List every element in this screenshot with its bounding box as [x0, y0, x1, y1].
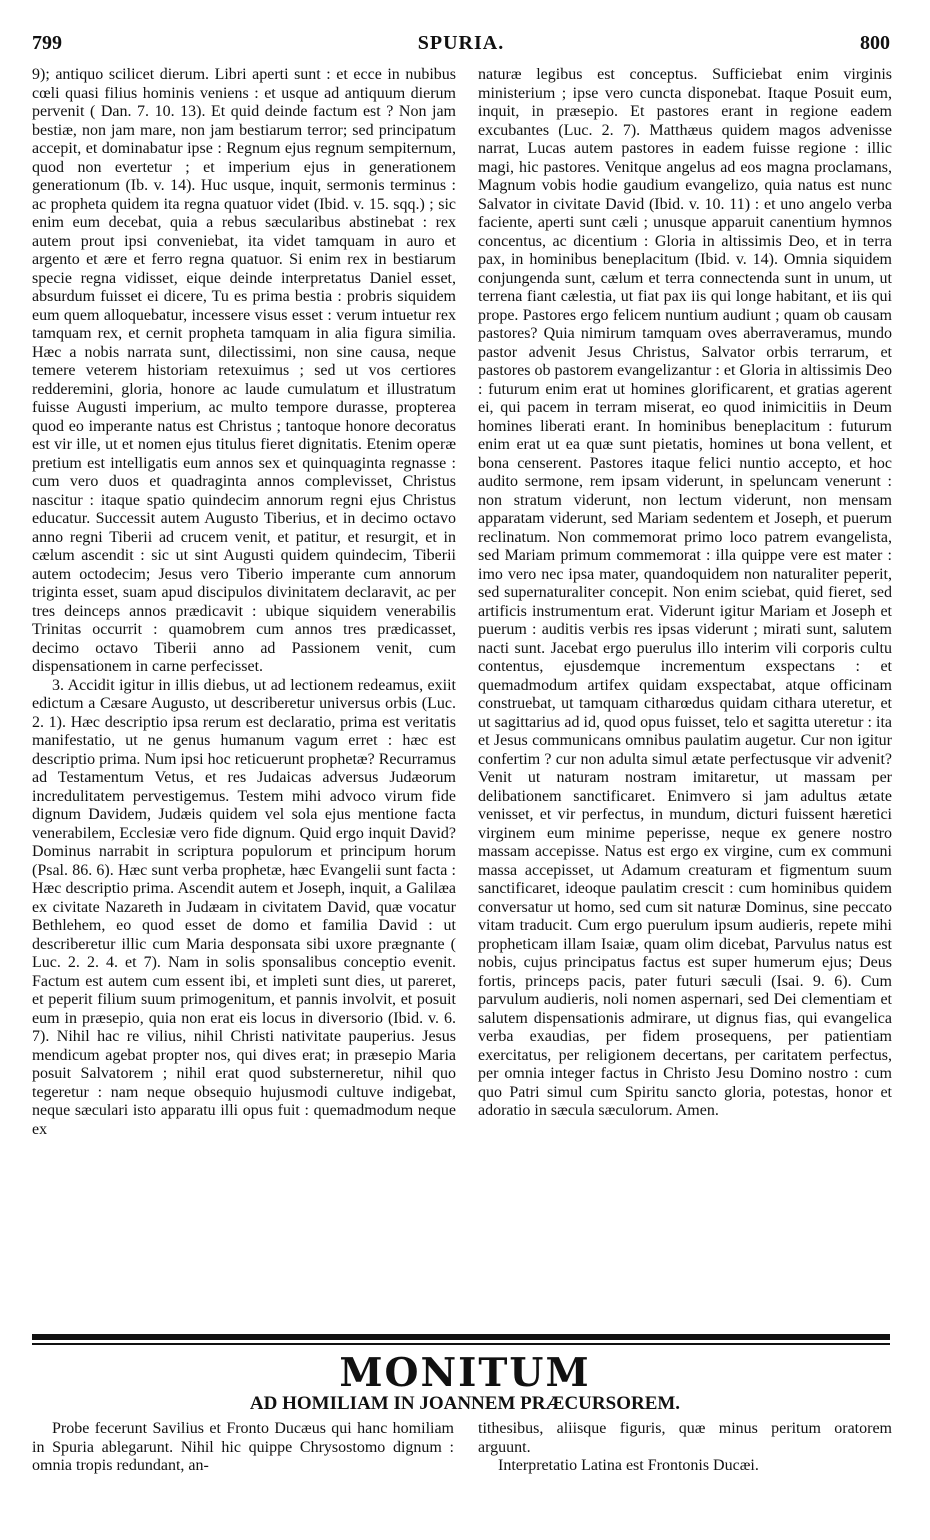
right-column-number: 800	[860, 32, 890, 54]
monitum-right-text: tithesibus, aliisque figuris, quæ minus peritum oratorem arguunt.	[478, 1420, 892, 1456]
monitum-right-column	[478, 1420, 892, 1476]
section-rule-thick	[32, 1334, 890, 1340]
left-column-number: 799	[32, 32, 62, 54]
monitum-subtitle: AD HOMILIAM IN JOANNEM PRÆCURSOREM.	[249, 1393, 681, 1414]
monitum-left-text: Probe fecerunt Savilius et Fronto Ducæus qui hanc homiliam in Spuria ablegarunt. Nihil hic quippe Chrysostomo dignum : omnia tropis redundant, an-	[32, 1420, 454, 1474]
right-text-column	[478, 66, 892, 1328]
left-text-column	[32, 66, 456, 1328]
monitum-interpretation-note: Interpretatio Latina est Frontonis Ducæi.	[498, 1457, 759, 1474]
paragraph-continuation: 9); antiquo scilicet dierum. Libri aperti sunt : et ecce in nubibus cœli quasi filius hominis veniens : et usque ad antiquum dierum pervenit ( Dan. 7. 10. 13). Et quid deinde factum est ? Non jam bestiæ, non jam mare, non jam bestiarum terror; sed principatum accepit, et dominabatur ipse : Regnum ejus regnum sempiternum, quod non evertetur ; et imperium ejus in generationem generationum (Ib. v. 14). Huc usque, inquit, sermonis terminus : ac propheta quidem ita regna quatuor videt (Ibid. v. 15. sqq.) ; sic enim eum decebat, quia a rebus sæcularibus abstinebat : rex autem prout ipsi conveniebat, ita videt tamquam in auro et argento et ære et ferro regna quatuor. Si enim rex in bestiarum specie regna vidisset, eique deinde interpretatus Daniel esset, absurdum fuisset ei dicere, Tu es prima bestia : probris siquidem eum quem alloquebatur, incessere visus esset : verum intuetur rex tamquam rex, et cernit propheta tamquam in alia figura similia. Hæc a nobis narrata sunt, dilectissimi, non sine causa, neque temere veterem historiam retexuimus ; sed ut vos certiores redderemini, gloria, honore ac laude cumulatum et illustratum fuisse Augusti imperium, ac multo tempore durasse, propterea quod eo imperante natus est Christus ; tantoque honore decoratus est vir ille, ut et nomen ejus titulus fieret dignitatis. Etenim operæ pretium est intelligatis eum annos sex et quinquaginta regnasse : cum vero duos et quadraginta annos complevisset, Christus nascitur : itaque spatio quindecim annorum regni ejus Christus educatur. Successit autem Augusto Tiberius, et in decimo octavo anno regni Tiberii ad crucem venit, et patitur, et resurgit, et in cælum ascendit : sic ut sint Augusti quidem quindecim, Tiberii autem octodecim; Jesus vero Tiberio imperante cum annorum triginta esset, suam apud discipulos divinitatem declaravit, ac per tres deinceps annos prædicavit : ubique siquidem venerabilis Trinitas occurrit : quamobrem cum annos tres prædicasset, decimo octavo Tiberii anno ad Passionem venit, cum dispensationem in carne perfecisset.	[32, 66, 456, 675]
section-rule-thin	[32, 1343, 890, 1345]
monitum-heading: MONITUM	[339, 1350, 591, 1396]
running-title: SPURIA.	[417, 32, 505, 54]
paragraph-3: 3. Accidit igitur in illis diebus, ut ad lectionem redeamus, exiit edictum a Cæsare Augusto, ut describeretur universus orbis (Luc. 2. 1). Hæc descriptio ipsa rerum est declaratio, prima est veritatis manifestatio, ut ne genus humanum vagum erret : hæc est descriptio prima. Num ipsi hoc reticuerunt prophetæ? Recurramus ad Testamentum Vetus, et res Judaicas adversus Judæorum incredulitatem pervestigemus. Testem mihi advoco virum fide dignum Davidem, Judæis quidem vel sola ejus mentione facta venerabilem, Ecclesiæ vero fide dignum. Quid ergo inquit David? Dominus narrabit in scriptura populorum et principum horum (Psal. 86. 6). Hæc sunt verba prophetæ, hæc Evangelii sunt facta : Hæc descriptio prima. Ascendit autem et Joseph, inquit, a Galilæa ex civitate Nazareth in Judæam in civitatem David, quæ vocatur Bethlehem, eo quod esset de domo et familia David : ut describeretur illic cum Maria desponsata sibi uxore prægnante ( Luc. 2. 2. 4. et 7). Nam in solis sponsalibus conceptio evenit. Factum est autem cum essent ibi, et impleti sunt dies, ut pareret, et peperit filium suum primogenitum, et pannis involvit, et posuit eum in præsepio, quia non erat eis locus in diversorio (Ibid. v. 6. 7). Nihil hac re vilius, nihil Christi nativitate pauperius. Jesus mendicum agebat propter nos, qui dives erat; in præsepio Maria posuit Salvatorem ; nihil erat quod substerneretur, nihil quo tegeretur : nam neque obsequio hujusmodi cultuve indigebat, neque sæculari isto apparatu illi opus fuit : quemadmodum neque ex	[32, 676, 456, 1138]
paragraph-right: naturæ legibus est conceptus. Sufficiebat enim virginis ministerium ; ipse vero cuncta disponebat. Itaque Posuit eum, inquit, in præsepio. Et pastores erant in regione eadem excubantes (Luc. 2. 7). Matthæus quidem magos advenisse narrat, Lucas autem pastores in eadem fuisse regione : illic magi, hic pastores. Venitque angelus ad eos magna proclamans, Magnum vobis hodie gaudium evangelizo, quia natus est nunc Salvator in civitate David (Ibid. v. 10. 11) : et uno angelo verba faciente, aperti sunt cæli ; unusque apparuit canentium hymnos concentus, ac dicentium : Gloria in altissimis Deo, et in terra pax, in hominibus beneplacitum (Ibid. v. 14). Omnia siquidem conjungenda sunt, cælum et terra connectenda sunt in unum, ut terrena fiant cælestia, ut fiat pax iis qui longe habitant, et iis qui prope. Pastores ergo felicem nuntium audiunt ; quam ob causam pastores? Quia nimirum tamquam oves aberraveramus, mundo pastor advenit Jesus Christus, Salvator orbis terrarum, et pastores ob pastorem evangelizantur : et Gloria in altissimis Deo : futurum enim erat ut homines glorificarent, et gratias agerent ei, qui pacem in terram miserat, eo quod inimicitiis in Deum homines liberati erant. In hominibus beneplacitum : futurum enim erat ut ea quæ sunt pietatis, homines ut bona vellent, et bona censerent. Pastores itaque felici nuntio accepto, et hoc audito sermone, rem ipsam viderunt, in speluncam venerunt : non stratum viderunt, non lectum viderunt, non mensam apparatam viderunt, sed Mariam sedentem et Joseph, et puerum reclinatum. Non commemorat primo loco patrem evangelista, sed Mariam primum commemorat : illa quippe vere est mater : imo vero nec ipsa mater, quandoquidem non naturaliter peperit, sed supernaturaliter concepit. Non enim sciebat, quid fieret, sed artificis instrumentum erat. Viderunt igitur Mariam et Joseph et puerum : auditis verbis res ipsas viderunt ; mirati sunt, salutem nacti sunt. Jacebat ergo puerulus illo interim vili corporis cultu contentus, ejusdemque incrementum exspectans : et quemadmodum artifex quidam exspectabat, atque officinam construebat, ut tamquam citharœdus quidam cithara uteretur, et ut sagittarius ad id, quod opus fuisset, telo et sagitta uteretur : ita et Jesus communicans omnibus paulatim augetur. Cur non igitur confertim ? cur non adulta simul ætate perfectusque vir advenit? Venit ut naturam nostram imitaretur, ut massam per delibationem sanctificaret. Enimvero si jam adultus ætate venisset, et vir perfectus, in mundum, dicturi fuissent hæretici virginem eum minime peperisse, neque ex genere nostro massam accepisse. Natus est ergo ex virgine, cum ex communi massa accepisset, ut Adamum creaturam et figmentum suum sanctificaret, ideoque paulatim crescit : cum hominibus quidem conversatur ut homo, sed cum sit naturæ Dominus, sine peccato vitam traducit. Cum ergo puerulum ipsum audieris, repete mihi propheticam illam Isaiæ, quam olim dicebat, Parvulus natus est nobis, cujus principatus factus est super humerum ejus; Deus fortis, princeps pacis, pater futuri sæculi (Isai. 9. 6). Cum parvulum audieris, noli nomen aspernari, sed Dei clementiam et salutem dispensationis admirare, ut dignus fias, qui evangelica verba exaudias, per fidem prosequens, per patientiam exercitatus, per religionem decertans, per caritatem perfectus, per omnia integer factus in Christo Jesu Domino nostro : cum quo Patri simul cum Spiritu sancto gloria, potestas, honor et adoratio in sæcula sæculorum. Amen.	[478, 66, 892, 1119]
monitum-left-column	[32, 1420, 454, 1476]
running-header	[32, 32, 890, 58]
